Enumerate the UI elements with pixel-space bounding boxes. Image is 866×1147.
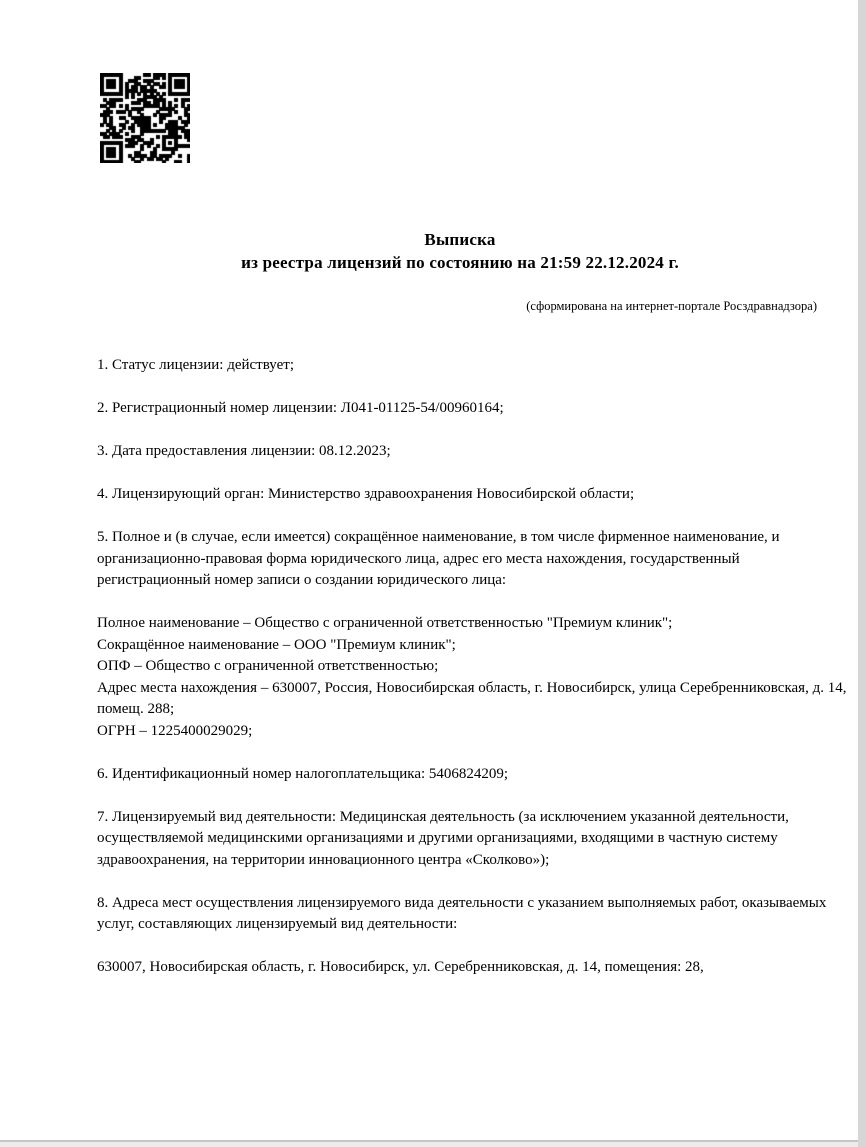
org-details — [97, 613, 853, 742]
org-address: Адрес места нахождения – 630007, Россия, Новосибирская область, г. Новосибирск, улица Серебренниковская, д. 14, помещ. 288; — [97, 679, 847, 717]
org-legal-form: ОПФ – Общество с ограниченной ответственностью; — [97, 658, 439, 674]
license-registration-number: 2. Регистрационный номер лицензии: Л041-01125-54/00960164; — [97, 400, 504, 416]
horizontal-scrollbar-track[interactable] — [0, 1140, 858, 1147]
document-subtitle: (сформирована на интернет-портале Росздравнадзора) — [526, 299, 817, 313]
license-grant-date: 3. Дата предоставления лицензии: 08.12.2023; — [97, 443, 391, 459]
title-line-2: из реестра лицензий по состоянию на 21:59 22.12.2024 г. — [241, 253, 679, 272]
activity-address-line: 630007, Новосибирская область, г. Новосибирск, ул. Серебренниковская, д. 14, помещения: 28, — [97, 959, 704, 975]
org-ogrn: ОГРН – 1225400029029; — [97, 722, 253, 739]
activity-addresses-intro: 8. Адреса мест осуществления лицензируемого вида деятельности с указанием выполняемых работ, оказываемых услуг, составляющих лицензируемый вид деятельности: — [97, 894, 827, 932]
title-line-1: Выписка — [424, 230, 496, 249]
org-short-name: Сокращённое наименование – ООО "Премиум клиник"; — [97, 636, 456, 653]
document-body — [97, 355, 853, 979]
licensed-activity-type: 7. Лицензируемый вид деятельности: Медицинская деятельность (за исключением указанной деятельности, осуществляемой медицинскими организациями и другими организациями, входящими в частную систему здравоохранения, на территории инновационного центра «Сколково»); — [97, 808, 789, 868]
org-full-name: Полное наименование – Общество с ограниченной ответственностью "Премиум клиник"; — [97, 615, 673, 631]
org-naming-intro: 5. Полное и (в случае, если имеется) сокращённое наименование, в том числе фирменное наименование, и организационно-правовая форма юридического лица, адрес его места нахождения, государственный регистрационный номер записи о создании юридического лица: — [97, 529, 780, 588]
qr-code-icon — [100, 73, 190, 163]
taxpayer-inn: 6. Идентификационный номер налогоплательщика: 5406824209; — [97, 765, 509, 782]
document-title — [97, 228, 823, 274]
license-status: 1. Статус лицензии: действует; — [97, 357, 294, 373]
vertical-scrollbar-track[interactable] — [858, 0, 866, 1147]
licensing-authority: 4. Лицензирующий орган: Министерство здравоохранения Новосибирской области; — [97, 486, 635, 502]
